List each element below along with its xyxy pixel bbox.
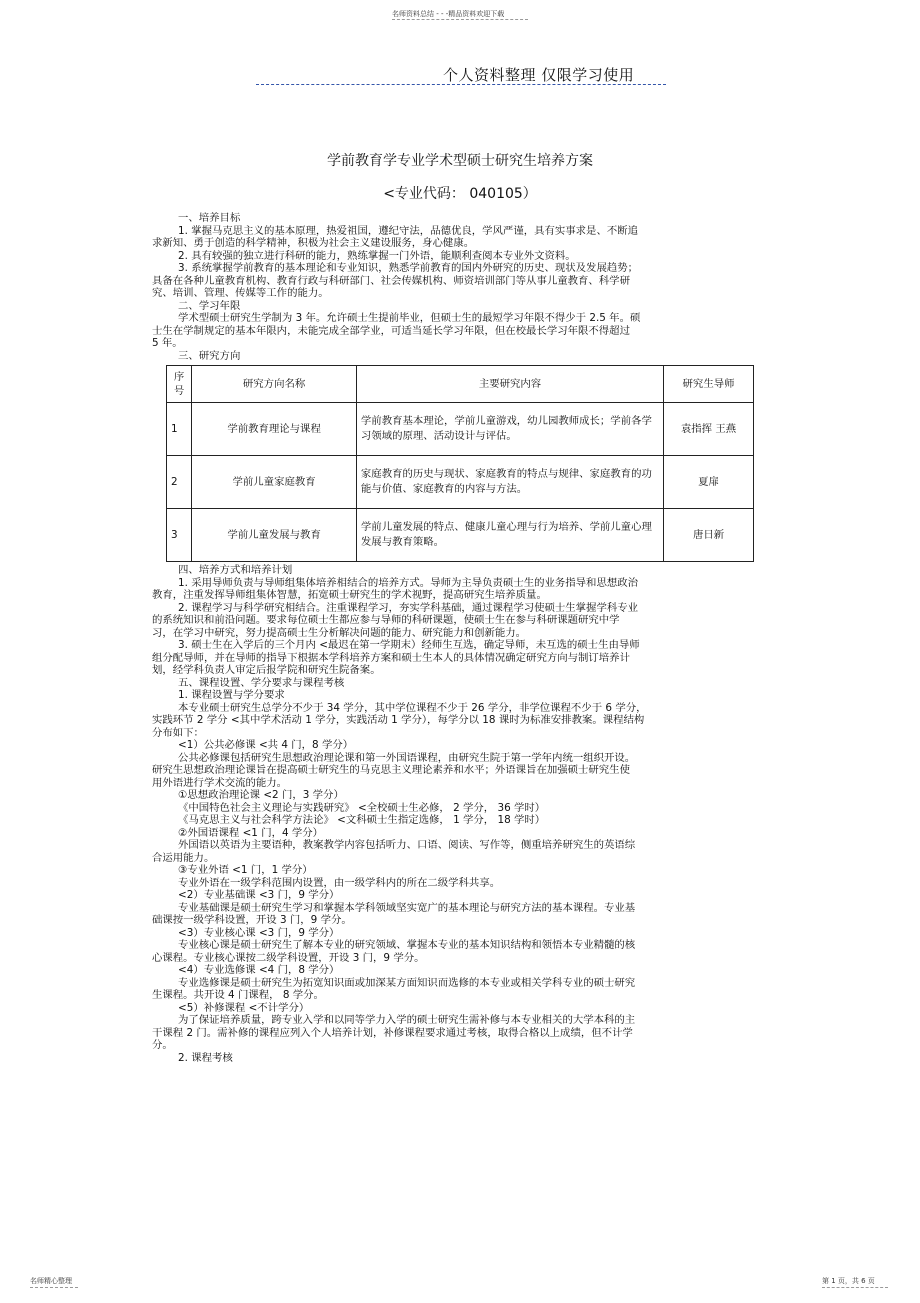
paragraph-line: 1. 掌握马克思主义的基本原理，热爱祖国，遵纪守法，品德优良，学风严谨，具有实事求是、不断追 [178,224,639,237]
paragraph-line: 专业外语在一级学科范围内设置，由一级学科内的所在二级学科共享。 [178,876,501,889]
paragraph-line: 用外语进行学术交流的能力。 [152,776,288,789]
paragraph-line: 专业基础课是硕士研究生学习和掌握本学科领域坚实宽广的基本理论与研究方法的基本课程。专业基 [178,901,636,914]
paragraph-line: 习，在学习中研究，努力提高硕士生分析解决问题的能力、研究能力和创新能力。 [152,626,527,639]
paragraph-line: <5）补修课程 <不计学分） [178,1001,310,1014]
paragraph-line: 心课程。专业核心课按二级学科设置，开设 3 门，9 学分。 [152,951,425,964]
paragraph-line: 《马克思主义与社会科学方法论》 <文科硕士生指定选修， 1 学分， 18 学时） [178,814,546,826]
paragraph-line: 1. 采用导师负责与导师组集体培养相结合的培养方式。导师为主导负责硕士生的业务指导和思想政治 [178,576,639,589]
table-row [167,456,754,509]
row-number: 1 [167,403,192,456]
top-banner-note: 名师资料总结 - - -精品资料欢迎下载 [392,10,505,18]
paragraph-line: 专业选修课是硕士研究生为拓宽知识面或加深某方面知识而选修的本专业或相关学科专业的硕士研究 [178,976,636,989]
paragraph-line: 求新知、勇于创造的科学精神，积极为社会主义建设服务，身心健康。 [152,237,475,249]
row-main-content: 学前教育基本理论，学前儿童游戏，幼儿园教师成长；学前各学习领域的原理、活动设计与评估。 [356,403,663,456]
paragraph-line: 合运用能力。 [152,851,215,864]
paragraph-line: ①思想政治理论课 <2 门，3 学分） [178,789,344,801]
row-number: 3 [167,509,192,562]
paragraph-line: 分布如下： [152,726,204,739]
paragraph-line: 3. 硕士生在入学后的三个月内 <最迟在第一学期末）经师生互选，确定导师，未互选的硕士生由导师 [178,639,640,651]
watermark-underline [256,84,666,85]
top-banner-divider [392,19,528,20]
section-before-table [152,212,764,362]
major-code: <专业代码： 040105） [383,186,537,202]
paragraph-line: 研究生思想政治理论课旨在提高硕士研究生的马克思主义理论素养和水平；外语课旨在加强硕士研究生使 [152,764,630,776]
paragraph-line: 干课程 2 门。需补修的课程应列入个人培养计划，补修课程要求通过考核，取得合格以上成绩，但不计学 [152,1026,633,1039]
paragraph-line: 2. 具有较强的独立进行科研的能力，熟练掌握一门外语，能顺利查阅本专业外文资料。 [178,249,576,262]
paragraph-line: 组分配导师，并在导师的指导下根据本学科培养方案和硕士生本人的具体情况确定研究方向与制订培养计 [152,651,630,664]
row-direction-name: 学前教育理论与课程 [192,403,357,456]
table-header-row [167,366,754,403]
row-direction-name: 学前儿童家庭教育 [192,456,357,509]
paragraph-line: 《中国特色社会主义理论与实践研究》 <全校硕士生必修， 2 学分， 36 学时） [178,801,546,814]
paragraph-line: <1）公共必修课 <共 4 门，8 学分） [178,739,354,751]
paragraph-line: 分。 [152,1039,173,1051]
paragraph-line: <3）专业核心课 <3 门，9 学分） [178,926,340,939]
row-main-content: 学前儿童发展的特点、健康儿童心理与行为培养、学前儿童心理发展与教育策略。 [356,509,663,562]
document-body [152,212,764,1064]
row-direction-name: 学前儿童发展与教育 [192,509,357,562]
paragraph-line: 专业核心课是硕士研究生了解本专业的研究领域、掌握本专业的基本知识结构和领悟本专业精髓的核 [178,939,636,951]
paragraph-line: ③专业外语 <1 门，1 学分） [178,864,313,876]
header-serial-number-label: 序号 [173,371,185,397]
paragraph-line: <4）专业选修课 <4 门，8 学分） [178,964,340,976]
paragraph-line: 3. 系统掌握学前教育的基本理论和专业知识，熟悉学前教育的国内外研究的历史、现状及发展趋势； [178,262,639,274]
paragraph-line: 教育，注重发挥导师组集体智慧，拓宽硕士研究生的学术视野，提高研究生培养质量。 [152,589,547,601]
footer-right-divider [822,1287,888,1288]
paragraph-line: 划，经学科负责人审定后报学院和研究生院备案。 [152,664,381,676]
document-title: 学前教育学专业学术型硕士研究生培养方案 [327,153,593,169]
paragraph-line: 生课程。共开设 4 门课程， 8 学分。 [152,989,324,1001]
paragraph-line: 五、课程设置、学分要求与课程考核 [178,676,345,689]
paragraph-line: 具备在各种儿童教育机构、教育行政与科研部门、社会传媒机构、师资培训部门等从事儿童教育、科学研 [152,274,630,287]
paragraph-line: 士生在学制规定的基本年限内，未能完成全部学业，可适当延长学习年限，但在校最长学习年限不得超过 [152,324,630,337]
paragraph-line: 1. 课程设置与学分要求 [178,689,285,701]
table-row [167,403,754,456]
header-serial-number [167,366,192,403]
page-number: 第 1 页，共 6 页 [822,1277,875,1285]
paragraph-line: 本专业硕士研究生总学分不少于 34 学分，其中学位课程不少于 26 学分，非学位课程不少于 6 学分， [178,701,647,714]
header-main-content: 主要研究内容 [356,366,663,403]
row-tutor: 唐日新 [664,509,754,562]
paragraph-line: 为了保证培养质量，跨专业入学和以同等学力入学的硕士研究生需补修与本专业相关的大学本科的主 [178,1014,636,1026]
footer-left-note: 名师精心整理 [30,1277,72,1285]
research-direction-table [166,365,754,562]
paragraph-line: 外国语以英语为主要语种，教案教学内容包括听力、口语、阅读、写作等，侧重培养研究生的英语综 [178,839,636,851]
paragraph-line: 三、研究方向 [178,349,241,362]
section-after-table [152,564,764,1064]
watermark-text: 个人资料整理 仅限学习使用 [443,66,635,84]
paragraph-line: 础课按一级学科设置，开设 3 门，9 学分。 [152,914,352,926]
paragraph-line: 学术型硕士研究生学制为 3 年。允许硕士生提前毕业，但硕士生的最短学习年限不得少于 2.5 年。硕 [178,312,641,324]
paragraph-line: 实践环节 2 学分 <其中学术活动 1 学分，实践活动 1 学分），每学分以 18 课时为标准安排教案。课程结构 [152,714,645,726]
row-number: 2 [167,456,192,509]
paragraph-line: ②外国语课程 <1 门，4 学分） [178,826,324,839]
paragraph-line: 2. 课程学习与科学研究相结合。注重课程学习，夯实学科基础，通过课程学习使硕士生掌握学科专业 [178,601,639,614]
paragraph-line: 二、学习年限 [178,299,241,312]
paragraph-line: 5 年。 [152,337,183,349]
paragraph-line: 的系统知识和前沿问题。要求每位硕士生都应参与导师的科研课题，使硕士生在参与科研课题研究中学 [152,614,620,626]
paragraph-line: 究、培训、管理、传媒等工作的能力。 [152,287,329,299]
footer-left-divider [30,1287,78,1288]
row-tutor: 袁指挥 王燕 [664,403,754,456]
paragraph-line: 2. 课程考核 [178,1051,233,1064]
paragraph-line: <2）专业基础课 <3 门，9 学分） [178,889,340,901]
row-tutor: 夏扉 [664,456,754,509]
table-row [167,509,754,562]
header-tutor: 研究生导师 [664,366,754,403]
row-main-content: 家庭教育的历史与现状、家庭教育的特点与规律、家庭教育的功能与价值、家庭教育的内容与方法。 [356,456,663,509]
paragraph-line: 一、培养目标 [178,212,241,224]
paragraph-line: 公共必修课包括研究生思想政治理论课和第一外国语课程，由研究生院于第一学年内统一组织开设。 [178,751,636,764]
header-direction-name: 研究方向名称 [192,366,357,403]
paragraph-line: 四、培养方式和培养计划 [178,564,293,576]
